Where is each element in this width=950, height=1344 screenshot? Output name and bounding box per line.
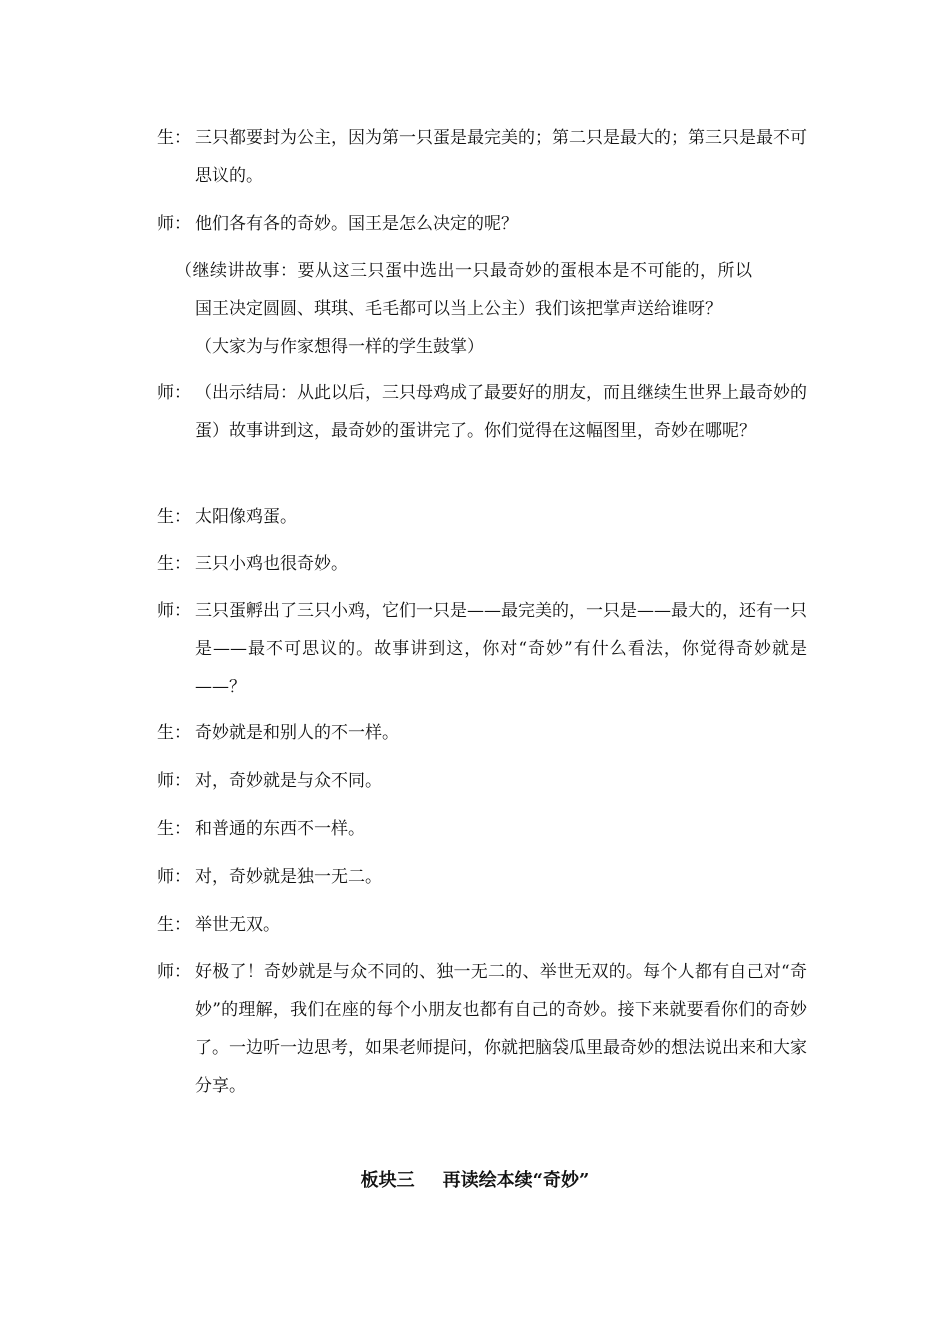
- speaker-label: 师：: [157, 867, 191, 887]
- dialogue-teacher-3: [157, 592, 807, 706]
- dialogue-text: 对，奇妙就是独一无二。: [195, 867, 382, 887]
- stage-direction-line: （继续讲故事：要从这三只蛋中选出一只最奇妙的蛋根本是不可能的，所以: [175, 261, 753, 281]
- section-heading: [0, 1166, 950, 1196]
- speaker-label: 师：: [157, 383, 191, 403]
- dialogue-student-4: [157, 714, 807, 752]
- speaker-label: 生：: [157, 819, 191, 839]
- dialogue-text: 他们各有各的奇妙。国王是怎么决定的呢？: [195, 214, 518, 234]
- dialogue-text: （出示结局：从此以后，三只母鸡成了最要好的朋友，而且继续生世界上最奇妙的蛋）故事讲到这，最奇妙的蛋讲完了。你们觉得在这幅图里，奇妙在哪呢？: [195, 383, 807, 441]
- dialogue-text: 对，奇妙就是与众不同。: [195, 771, 382, 791]
- speaker-label: 生：: [157, 723, 191, 743]
- stage-direction-line: 国王决定圆圆、琪琪、毛毛都可以当上公主）我们该把掌声送给谁呀？: [195, 299, 722, 319]
- dialogue-teacher-2: [157, 374, 807, 450]
- dialogue-text: 举世无双。: [195, 915, 280, 935]
- dialogue-student-3: [157, 545, 807, 583]
- speaker-label: 师：: [157, 214, 191, 234]
- section-title: 再读绘本续“奇妙”: [442, 1170, 590, 1191]
- speaker-label: 师：: [157, 771, 191, 791]
- dialogue-text: 三只小鸡也很奇妙。: [195, 554, 348, 574]
- dialogue-student-1: [157, 119, 807, 195]
- dialogue-student-6: [157, 906, 807, 944]
- dialogue-text: 和普通的东西不一样。: [195, 819, 365, 839]
- speaker-label: 生：: [157, 915, 191, 935]
- stage-direction-line: （大家为与作家想得一样的学生鼓掌）: [195, 337, 484, 357]
- dialogue-teacher-1: [157, 205, 807, 243]
- speaker-label: 生：: [157, 507, 191, 527]
- dialogue-text: 三只蛋孵出了三只小鸡，它们一只是——最完美的，一只是——最大的，还有一只是——最不可思议的。故事讲到这，你对“奇妙”有什么看法，你觉得奇妙就是——？: [195, 601, 807, 697]
- dialogue-student-2: [157, 498, 807, 536]
- section-label: 板块三: [360, 1170, 415, 1191]
- dialogue-text: 奇妙就是和别人的不一样。: [195, 723, 399, 743]
- speaker-label: 师：: [157, 601, 191, 621]
- speaker-label: 生：: [157, 128, 191, 148]
- stage-direction-block: [175, 252, 815, 366]
- dialogue-student-5: [157, 810, 807, 848]
- speaker-label: 师：: [157, 962, 191, 982]
- dialogue-teacher-5: [157, 858, 807, 896]
- dialogue-teacher-4: [157, 762, 807, 800]
- speaker-label: 生：: [157, 554, 191, 574]
- dialogue-teacher-6: [157, 953, 807, 1105]
- dialogue-text: 太阳像鸡蛋。: [195, 507, 297, 527]
- dialogue-text: 三只都要封为公主，因为第一只蛋是最完美的；第二只是最大的；第三只是最不可思议的。: [195, 128, 807, 186]
- dialogue-text: 好极了！奇妙就是与众不同的、独一无二的、举世无双的。每个人都有自己对“奇妙”的理解，我们在座的每个小朋友也都有自己的奇妙。接下来就要看你们的奇妙了。一边听一边思考，如果老师提问，你就把脑袋瓜里最奇妙的想法说出来和大家分享。: [195, 962, 807, 1096]
